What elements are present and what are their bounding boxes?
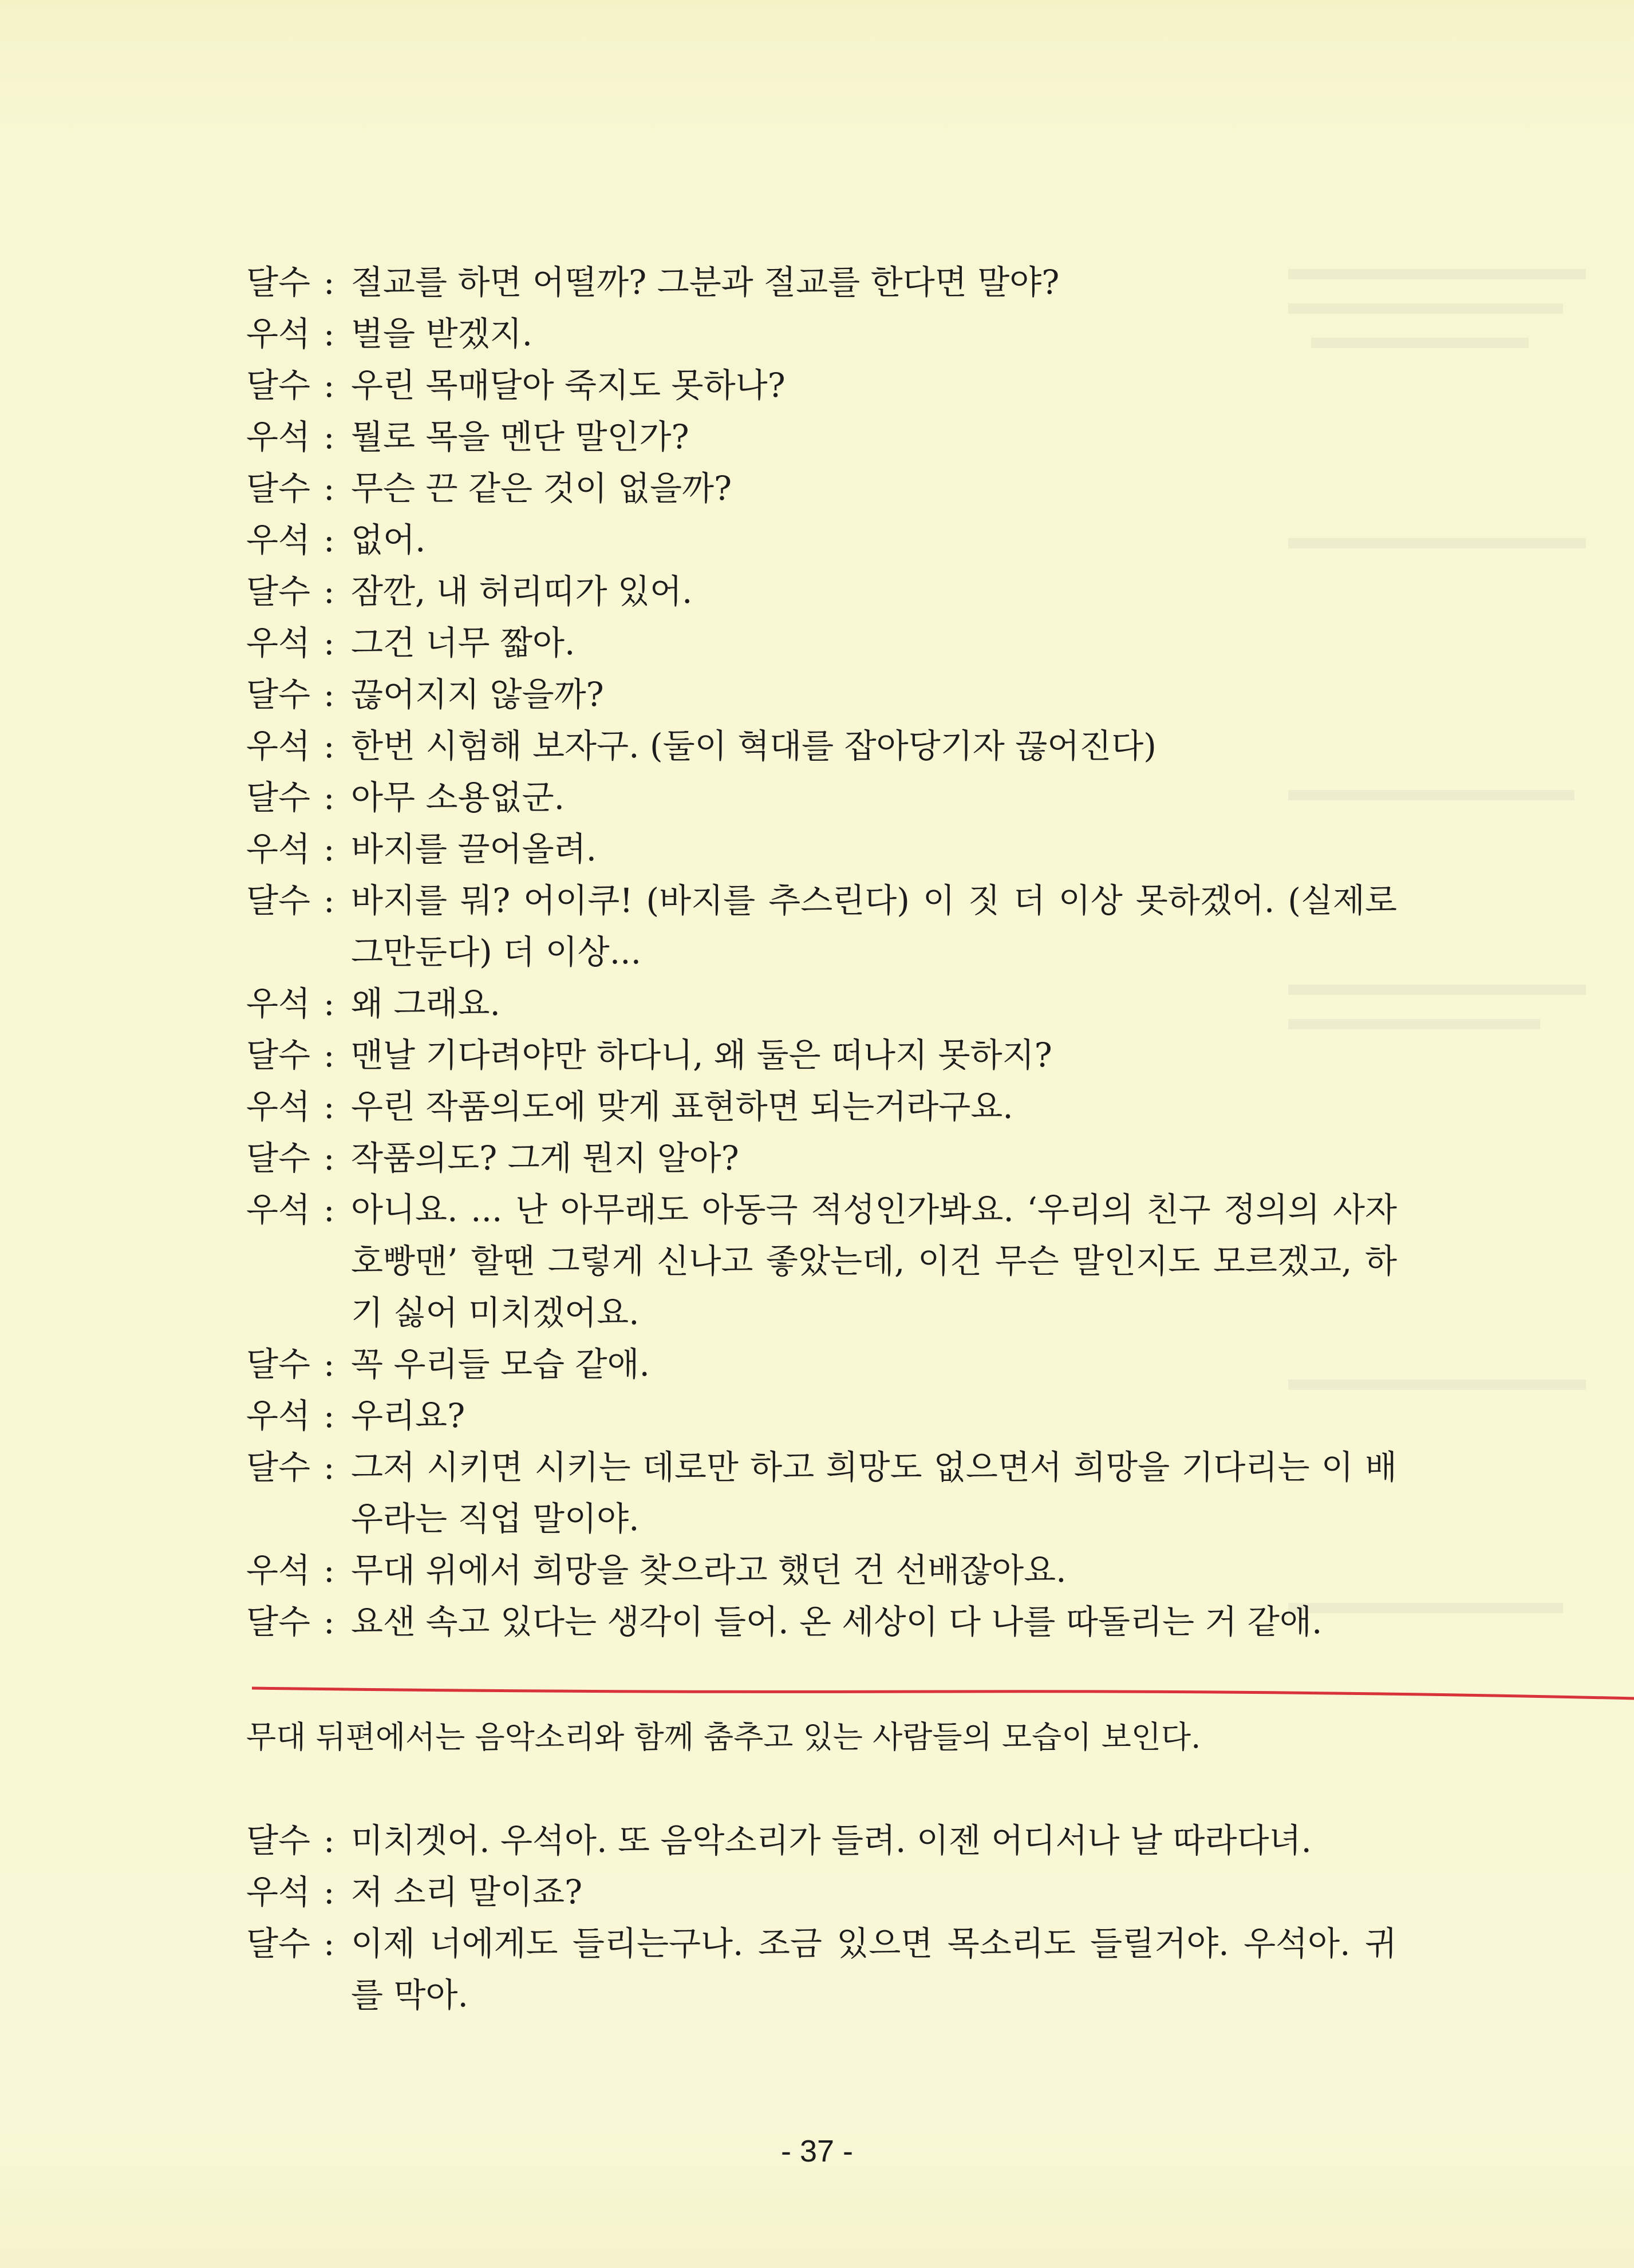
speech-text: 무대 위에서 희망을 찾으라고 했던 건 선배잖아요. bbox=[351, 1551, 1067, 1590]
dialogue-line bbox=[246, 308, 1397, 359]
speaker-name: 달수 bbox=[246, 675, 311, 714]
speaker-name: 우석 bbox=[246, 520, 311, 559]
speaker-separator: : bbox=[323, 1602, 335, 1641]
speaker-separator: : bbox=[323, 572, 335, 611]
speaker-separator: : bbox=[323, 1345, 335, 1384]
stage-direction: 무대 뒤편에서는 음악소리와 함께 춤추고 있는 사람들의 모습이 보인다. bbox=[246, 1719, 1201, 1755]
speech-text: 벌을 받겠지. bbox=[351, 314, 533, 353]
speaker-separator: : bbox=[323, 1087, 335, 1126]
dialogue-block-2 bbox=[246, 1815, 1397, 2021]
dialogue-line bbox=[246, 566, 1397, 617]
speaker-name: 우석 bbox=[246, 984, 311, 1023]
speaker-separator: : bbox=[323, 263, 335, 302]
dialogue-line bbox=[246, 1081, 1397, 1132]
dialogue-line bbox=[246, 1132, 1397, 1184]
speech-text: 저 소리 말이죠? bbox=[351, 1872, 583, 1911]
dialogue-line bbox=[246, 875, 1397, 978]
speech-text: 미치겟어. 우석아. 또 음악소리가 들려. 이젠 어디서나 날 따라다녀. bbox=[351, 1821, 1312, 1860]
speaker-name: 우석 bbox=[246, 1190, 311, 1229]
speaker-name: 달수 bbox=[246, 1924, 311, 1963]
speech-text: 맨날 기다려야만 하다니, 왜 둘은 떠나지 못하지? bbox=[351, 1036, 1052, 1074]
speaker-separator: : bbox=[323, 1396, 335, 1435]
dialogue-line bbox=[246, 463, 1397, 514]
speaker-name: 달수 bbox=[246, 1821, 311, 1860]
speaker-name: 달수 bbox=[246, 1345, 311, 1384]
dialogue-line bbox=[246, 1441, 1397, 1544]
speaker-name: 달수 bbox=[246, 1602, 311, 1641]
speaker-name: 달수 bbox=[246, 263, 311, 302]
speaker-separator: : bbox=[323, 623, 335, 662]
speech-text: 왜 그래요. bbox=[351, 984, 500, 1023]
speech-text: 없어. bbox=[351, 520, 426, 559]
speaker-separator: : bbox=[323, 829, 335, 868]
speech-text: 바지를 끌어올려. bbox=[351, 829, 597, 868]
speaker-name: 달수 bbox=[246, 1448, 311, 1487]
speaker-name: 우석 bbox=[246, 829, 311, 868]
dialogue-line bbox=[246, 772, 1397, 823]
speech-text: 뭘로 목을 멘단 말인가? bbox=[351, 417, 689, 456]
speech-text: 절교를 하면 어떨까? 그분과 절교를 한다면 말야? bbox=[351, 263, 1060, 302]
dialogue-block-1 bbox=[246, 256, 1397, 1647]
speech-text: 그건 너무 짧아. bbox=[351, 623, 575, 662]
dialogue-line bbox=[246, 359, 1397, 411]
page-number: - 37 - bbox=[780, 2134, 854, 2168]
speaker-name: 달수 bbox=[246, 469, 311, 508]
red-pen-underline bbox=[252, 1680, 1634, 1703]
speaker-separator: : bbox=[323, 1924, 335, 1963]
dialogue-line bbox=[246, 1390, 1397, 1441]
speech-text: 끊어지지 않을까? bbox=[351, 675, 604, 714]
speaker-separator: : bbox=[323, 675, 335, 714]
dialogue-line bbox=[246, 411, 1397, 463]
dialogue-line bbox=[246, 1338, 1397, 1390]
speaker-separator: : bbox=[323, 314, 335, 353]
dialogue-line bbox=[246, 720, 1397, 772]
speaker-name: 달수 bbox=[246, 778, 311, 817]
speaker-separator: : bbox=[323, 520, 335, 559]
speaker-separator: : bbox=[323, 1821, 335, 1860]
speech-text: 우린 목매달아 죽지도 못하나? bbox=[351, 366, 786, 405]
speech-text: 한번 시험해 보자구. (둘이 혁대를 잡아당기자 끊어진다) bbox=[351, 726, 1157, 765]
speech-text: 잠깐, 내 허리띠가 있어. bbox=[351, 572, 693, 611]
speaker-name: 우석 bbox=[246, 314, 311, 353]
speaker-separator: : bbox=[323, 881, 335, 920]
speech-text: 요샌 속고 있다는 생각이 들어. 온 세상이 다 나를 따돌리는 거 같애. bbox=[351, 1602, 1323, 1641]
speaker-separator: : bbox=[323, 469, 335, 508]
speech-text: 무슨 끈 같은 것이 없을까? bbox=[351, 469, 732, 508]
dialogue-line bbox=[246, 1866, 1397, 1918]
dialogue-line bbox=[246, 1184, 1397, 1338]
speaker-name: 달수 bbox=[246, 881, 311, 920]
speaker-separator: : bbox=[323, 366, 335, 405]
dialogue-line bbox=[246, 514, 1397, 566]
dialogue-line bbox=[246, 1029, 1397, 1081]
speaker-name: 달수 bbox=[246, 1139, 311, 1178]
speech-text: 바지를 뭐? 어이쿠! (바지를 추스린다) 이 짓 더 이상 못하겠어. (실제로 그만둔다) 더 이상... bbox=[351, 881, 1397, 971]
speaker-separator: : bbox=[323, 417, 335, 456]
speaker-name: 우석 bbox=[246, 623, 311, 662]
speech-text: 이제 너에게도 들리는구나. 조금 있으면 목소리도 들릴거야. 우석아. 귀를 막아. bbox=[351, 1924, 1397, 2014]
speaker-separator: : bbox=[323, 726, 335, 765]
speaker-name: 달수 bbox=[246, 572, 311, 611]
speech-text: 우리요? bbox=[351, 1396, 465, 1435]
dialogue-line bbox=[246, 1596, 1397, 1647]
dialogue-line bbox=[246, 1815, 1397, 1866]
dialogue-line bbox=[246, 1544, 1397, 1596]
speech-text: 작품의도? 그게 뭔지 알아? bbox=[351, 1139, 739, 1178]
speech-text: 그저 시키면 시키는 데로만 하고 희망도 없으면서 희망을 기다리는 이 배우라는 직업 말이야. bbox=[351, 1448, 1397, 1538]
dialogue-line bbox=[246, 669, 1397, 720]
speaker-name: 우석 bbox=[246, 726, 311, 765]
speech-text: 아무 소용없군. bbox=[351, 778, 565, 817]
speaker-separator: : bbox=[323, 1139, 335, 1178]
dialogue-line bbox=[246, 978, 1397, 1029]
speech-text: 꼭 우리들 모습 같애. bbox=[351, 1345, 650, 1384]
speaker-name: 달수 bbox=[246, 1036, 311, 1074]
speaker-name: 달수 bbox=[246, 366, 311, 405]
dialogue-line bbox=[246, 1918, 1397, 2021]
speech-text: 아니요. ... 난 아무래도 아동극 적성인가봐요. ‘우리의 친구 정의의 사자 호빵맨’ 할땐 그렇게 신나고 좋았는데, 이건 무슨 말인지도 모르겠고, 하기 싫어 미치겠어요. bbox=[351, 1190, 1397, 1332]
speaker-name: 우석 bbox=[246, 1396, 311, 1435]
speaker-name: 우석 bbox=[246, 1872, 311, 1911]
speaker-separator: : bbox=[323, 1190, 335, 1229]
dialogue-line bbox=[246, 823, 1397, 875]
speaker-name: 우석 bbox=[246, 1087, 311, 1126]
speaker-separator: : bbox=[323, 1036, 335, 1074]
speaker-separator: : bbox=[323, 1551, 335, 1590]
speaker-separator: : bbox=[323, 1872, 335, 1911]
speaker-name: 우석 bbox=[246, 1551, 311, 1590]
speaker-name: 우석 bbox=[246, 417, 311, 456]
dialogue-line bbox=[246, 256, 1397, 308]
dialogue-line bbox=[246, 617, 1397, 669]
speaker-separator: : bbox=[323, 778, 335, 817]
speaker-separator: : bbox=[323, 984, 335, 1023]
speaker-separator: : bbox=[323, 1448, 335, 1487]
speech-text: 우린 작품의도에 맞게 표현하면 되는거라구요. bbox=[351, 1087, 1013, 1126]
